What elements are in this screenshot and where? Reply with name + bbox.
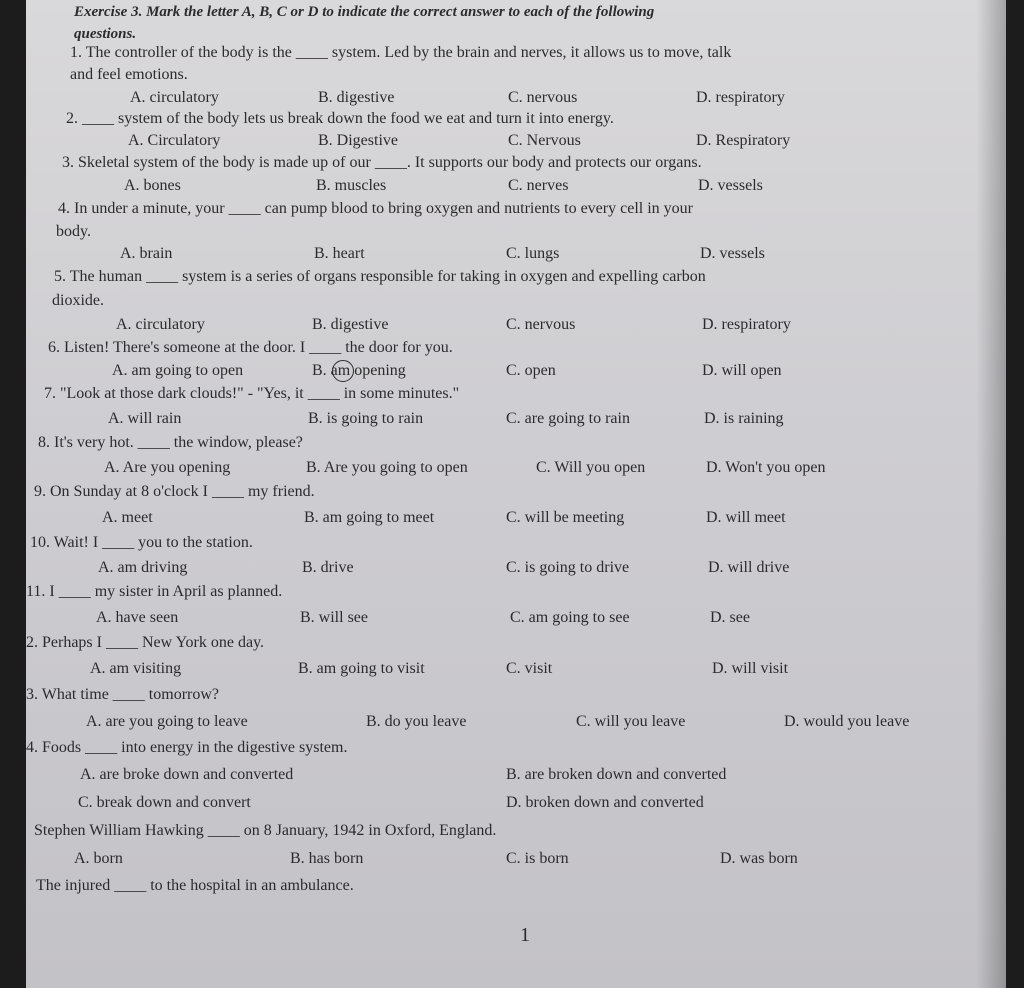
- option-d[interactable]: D. vessels: [698, 177, 763, 194]
- question-text: The injured ____ to the hospital in an ambulance.: [36, 877, 354, 894]
- question-text: 1. The controller of the body is the ____ system. Led by the brain and nerves, it allows us to move, talk: [70, 44, 732, 61]
- option-a[interactable]: A. am going to open: [112, 362, 244, 379]
- option-a[interactable]: A. brain: [120, 245, 173, 262]
- option-c[interactable]: C. am going to see: [510, 609, 630, 626]
- option-d[interactable]: D. Respiratory: [696, 132, 791, 149]
- option-c[interactable]: C. lungs: [506, 245, 560, 262]
- option-c[interactable]: C. are going to rain: [506, 410, 630, 427]
- option-a[interactable]: A. have seen: [96, 609, 179, 626]
- option-b[interactable]: B. digestive: [318, 89, 395, 106]
- question-text: 3. Skeletal system of the body is made up of our ____. It supports our body and protects our organs.: [62, 154, 702, 171]
- option-d[interactable]: D. will drive: [708, 559, 790, 576]
- question-text: 9. On Sunday at 8 o'clock I ____ my friend.: [34, 483, 315, 500]
- question-text: 4. In under a minute, your ____ can pump blood to bring oxygen and nutrients to every cell in your: [58, 200, 693, 217]
- option-c[interactable]: C. is born: [506, 850, 569, 867]
- option-a[interactable]: A. am visiting: [90, 660, 182, 677]
- option-c[interactable]: C. will you leave: [576, 713, 686, 730]
- option-d[interactable]: D. see: [710, 609, 750, 626]
- page-number: 1: [520, 924, 530, 946]
- option-c[interactable]: C. nervous: [506, 316, 576, 333]
- option-d[interactable]: D. respiratory: [696, 89, 785, 106]
- option-c[interactable]: C. open: [506, 362, 556, 379]
- option-b[interactable]: B. am going to visit: [298, 660, 425, 677]
- option-c[interactable]: C. visit: [506, 660, 553, 677]
- option-d[interactable]: D. will open: [702, 362, 782, 379]
- option-b[interactable]: B. are broken down and converted: [506, 766, 727, 783]
- option-a[interactable]: A. circulatory: [116, 316, 205, 333]
- option-a[interactable]: A. am driving: [98, 559, 188, 576]
- option-d[interactable]: D. will meet: [706, 509, 786, 526]
- option-c[interactable]: C. Will you open: [536, 459, 646, 476]
- option-d[interactable]: D. was born: [720, 850, 798, 867]
- option-c[interactable]: C. is going to drive: [506, 559, 630, 576]
- question-text: 4. Foods ____ into energy in the digestive system.: [26, 739, 348, 756]
- option-a[interactable]: A. will rain: [108, 410, 182, 427]
- exercise-title: Exercise 3. Mark the letter A, B, C or D to indicate the correct answer to each of the following: [74, 4, 655, 20]
- option-b[interactable]: B. drive: [302, 559, 354, 576]
- option-c[interactable]: C. nerves: [508, 177, 569, 194]
- option-c[interactable]: C. nervous: [508, 89, 578, 106]
- option-a[interactable]: A. born: [74, 850, 123, 867]
- option-c[interactable]: C. break down and convert: [78, 794, 251, 811]
- option-a[interactable]: A. circulatory: [130, 89, 219, 106]
- worksheet-page: [26, 0, 1006, 988]
- option-d[interactable]: D. vessels: [700, 245, 765, 262]
- question-text: 10. Wait! I ____ you to the station.: [30, 534, 253, 551]
- option-a[interactable]: A. Are you opening: [104, 459, 231, 476]
- option-b[interactable]: B. am going to meet: [304, 509, 435, 526]
- option-b[interactable]: B. do you leave: [366, 713, 467, 730]
- question-text: body.: [56, 223, 91, 240]
- question-text: 8. It's very hot. ____ the window, please?: [38, 434, 303, 451]
- option-d[interactable]: D. would you leave: [784, 713, 910, 730]
- question-text: 3. What time ____ tomorrow?: [26, 686, 219, 703]
- option-c[interactable]: C. Nervous: [508, 132, 581, 149]
- option-b[interactable]: B. muscles: [316, 177, 387, 194]
- exercise-title-cont: questions.: [74, 26, 137, 42]
- option-b[interactable]: B. Digestive: [318, 132, 398, 149]
- question-text: 5. The human ____ system is a series of organs responsible for taking in oxygen and expelling carbon: [54, 268, 706, 285]
- question-text: and feel emotions.: [70, 66, 188, 83]
- question-text: dioxide.: [52, 292, 104, 309]
- option-b[interactable]: B. is going to rain: [308, 410, 424, 427]
- option-d[interactable]: D. Won't you open: [706, 459, 826, 476]
- option-a[interactable]: A. Circulatory: [128, 132, 221, 149]
- option-b[interactable]: B. digestive: [312, 316, 389, 333]
- option-b[interactable]: B. Are you going to open: [306, 459, 468, 476]
- option-d[interactable]: D. broken down and converted: [506, 794, 704, 811]
- question-text: 2. Perhaps I ____ New York one day.: [26, 634, 265, 651]
- option-b[interactable]: B. will see: [300, 609, 368, 626]
- option-b[interactable]: B. am opening: [312, 362, 406, 379]
- option-b[interactable]: B. heart: [314, 245, 365, 262]
- question-text: 6. Listen! There's someone at the door. I ____ the door for you.: [48, 339, 453, 356]
- option-a[interactable]: A. are you going to leave: [86, 713, 248, 730]
- option-d[interactable]: D. is raining: [704, 410, 784, 427]
- question-text: Stephen William Hawking ____ on 8 January, 1942 in Oxford, England.: [34, 822, 497, 839]
- option-b[interactable]: B. has born: [290, 850, 364, 867]
- option-a[interactable]: A. bones: [124, 177, 181, 194]
- page-shadow: [976, 0, 1006, 988]
- question-text: 11. I ____ my sister in April as planned.: [26, 583, 283, 600]
- option-c[interactable]: C. will be meeting: [506, 509, 625, 526]
- question-text: 2. ____ system of the body lets us break down the food we eat and turn it into energy.: [66, 110, 614, 127]
- option-d[interactable]: D. respiratory: [702, 316, 791, 333]
- option-a[interactable]: A. are broke down and converted: [80, 766, 294, 783]
- option-a[interactable]: A. meet: [102, 509, 153, 526]
- question-text: 7. "Look at those dark clouds!" - "Yes, it ____ in some minutes.": [44, 385, 460, 402]
- option-d[interactable]: D. will visit: [712, 660, 789, 677]
